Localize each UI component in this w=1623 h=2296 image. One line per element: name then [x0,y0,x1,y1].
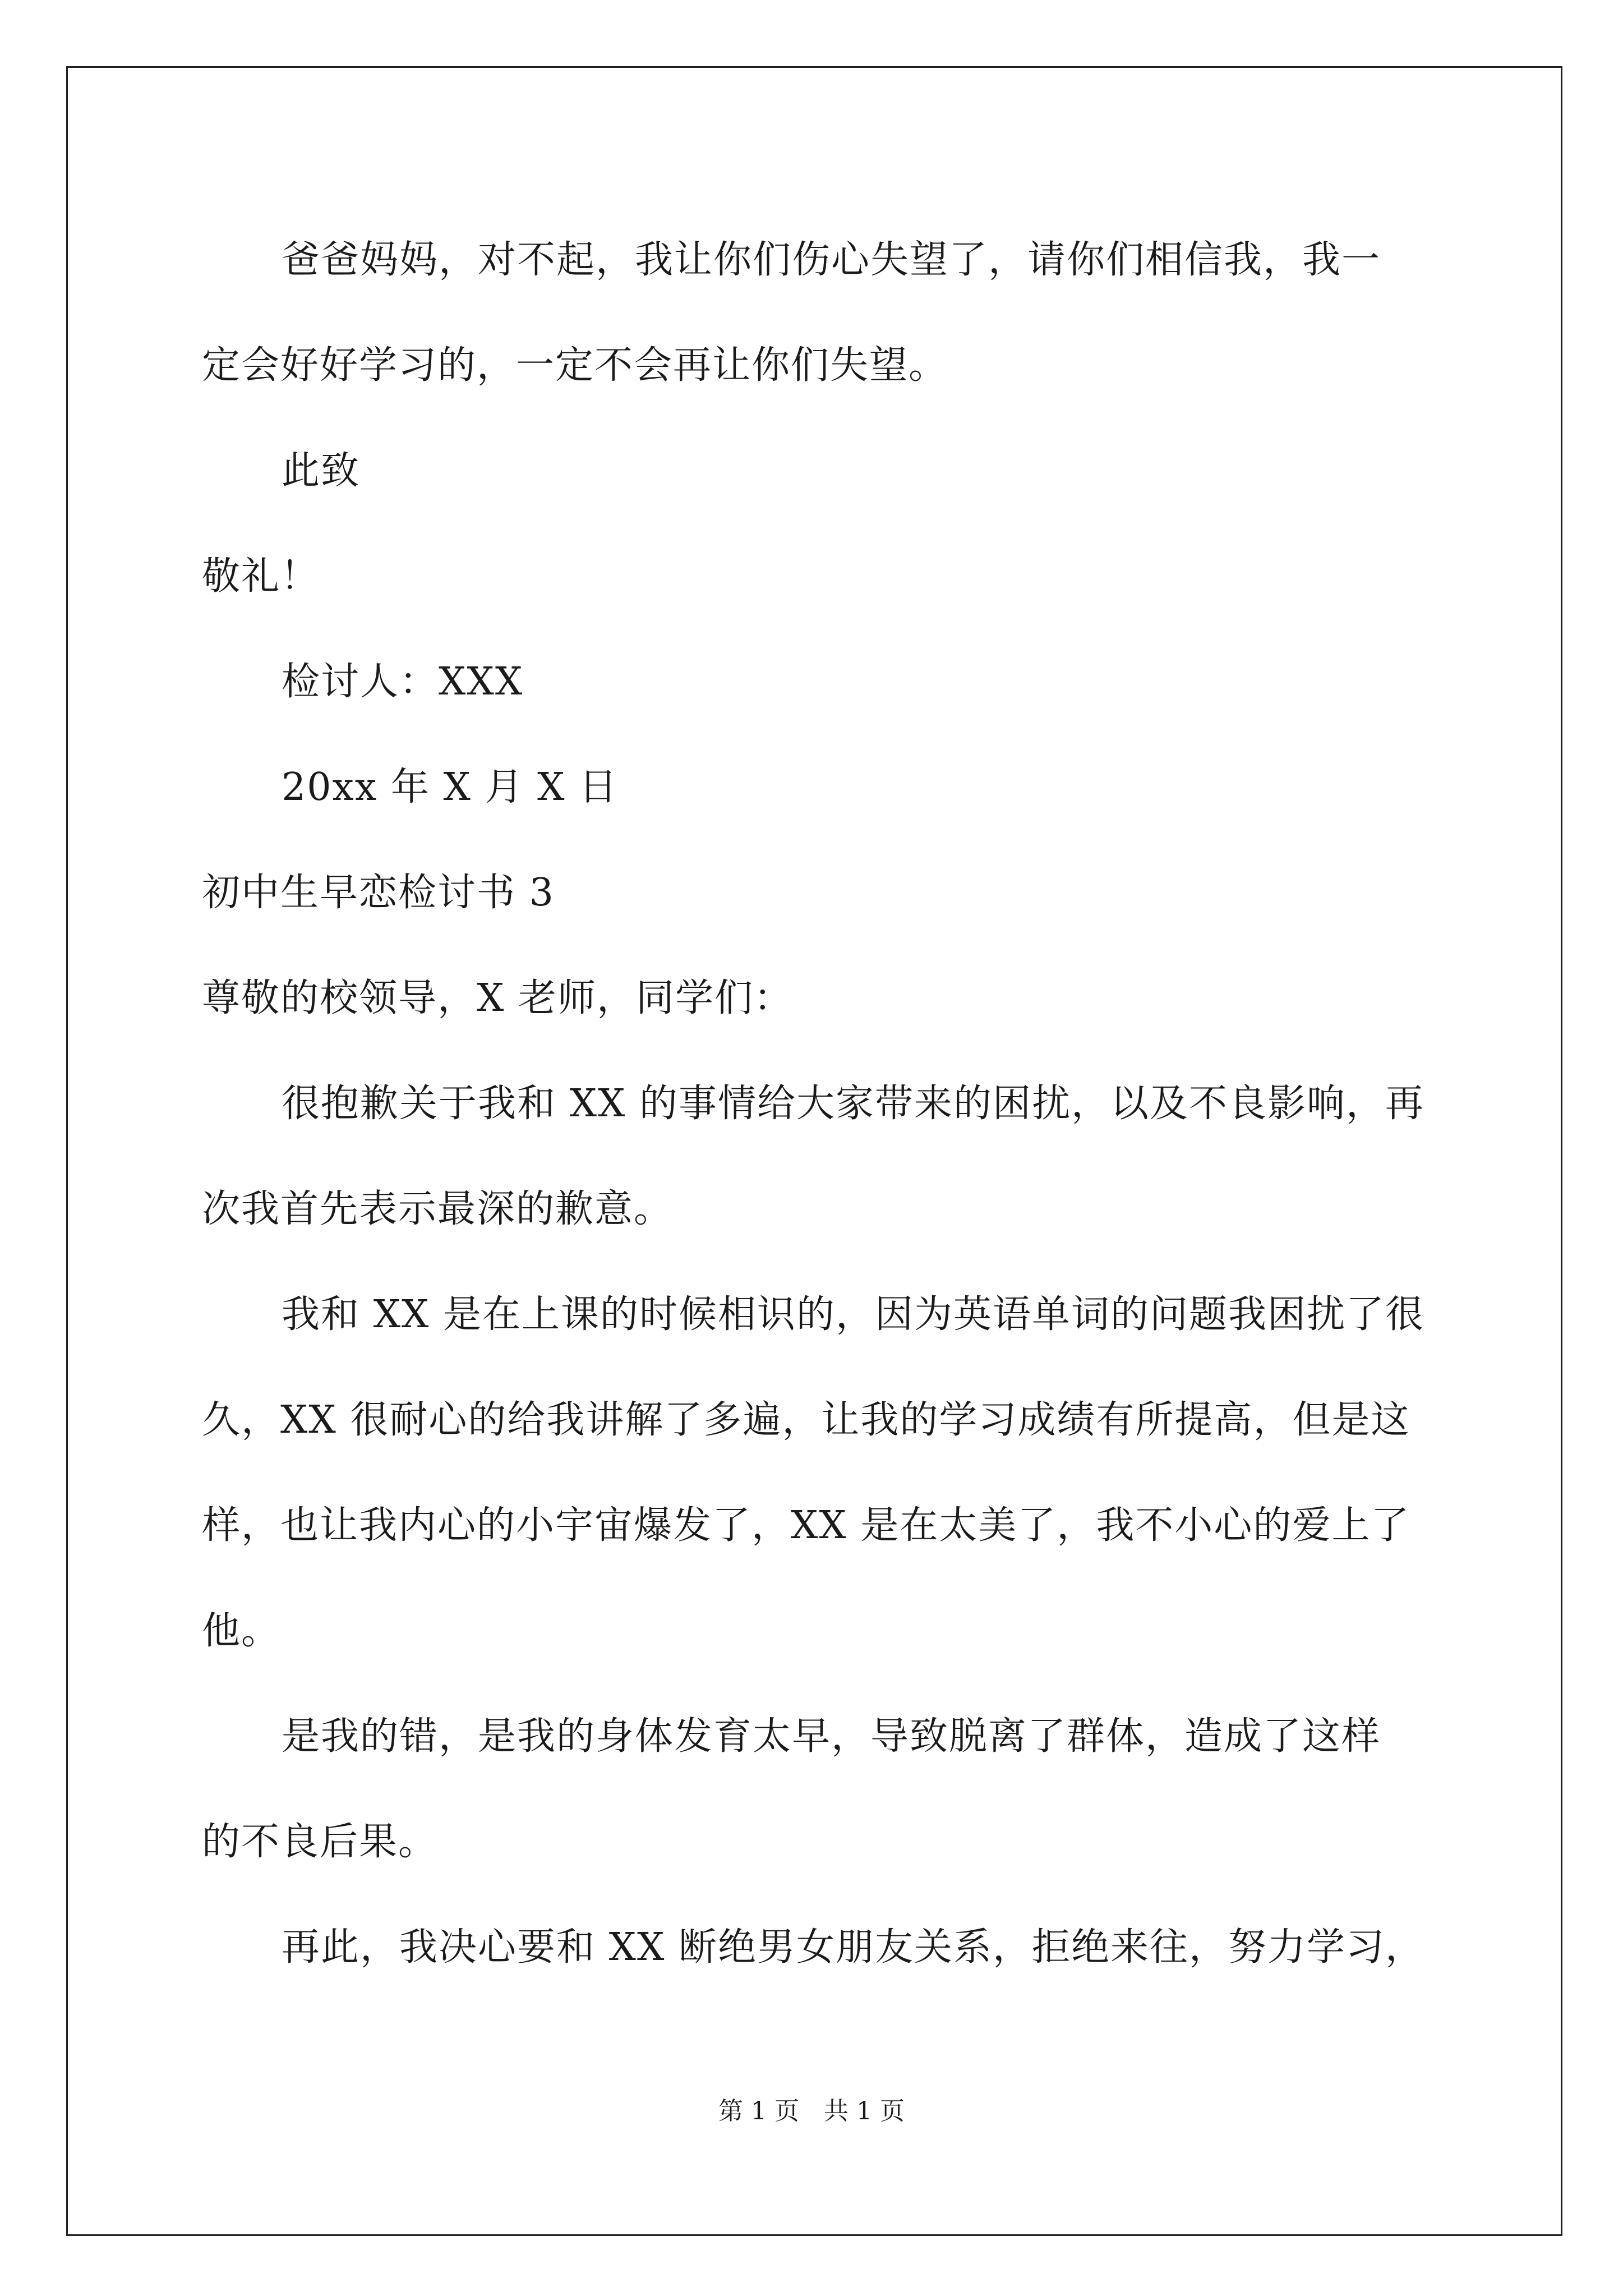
document-body [202,208,1427,2000]
signature-date: 20xx 年 X 月 X 日 [282,765,619,809]
text-line: 爸爸妈妈，对不起，我让你们伤心失望了，请你们相信我，我一 [282,238,1381,282]
text-line: 的不良后果。 [202,1820,438,1864]
text-line: 久，XX 很耐心的给我讲解了多遍，让我的学习成绩有所提高，但是这 [202,1398,1410,1442]
text-line: 再此，我决心要和 XX 断绝男女朋友关系，拒绝来往，努力学习， [282,1925,1425,1970]
text-line: 是我的错，是我的身体发育太早，导致脱离了群体，造成了这样 [282,1714,1381,1759]
text-line: 次我首先表示最深的歉意。 [202,1187,674,1231]
greeting: 尊敬的校领导，X 老师，同学们： [202,976,794,1020]
text-line: 很抱歉关于我和 XX 的事情给大家带来的困扰，以及不良影响，再 [282,1082,1425,1126]
page-number: 第 1 页 [718,2097,799,2125]
page-total: 共 1 页 [824,2097,905,2125]
closing-regards: 敬礼！ [202,554,320,599]
text-line: 他。 [202,1609,281,1653]
text-line: 定会好好学习的，一定不会再让你们失望。 [202,343,948,388]
text-line: 我和 XX 是在上课的时候相识的，因为英语单词的问题我困扰了很 [282,1292,1425,1337]
closing-salutation: 此致 [282,449,361,493]
section-title: 初中生早恋检讨书 3 [202,871,555,915]
text-line: 样，也让我内心的小宇宙爆发了，XX 是在太美了，我不小心的爱上了 [202,1503,1410,1548]
page-footer [0,2095,1623,2128]
signature-author: 检讨人：XXX [282,660,524,704]
